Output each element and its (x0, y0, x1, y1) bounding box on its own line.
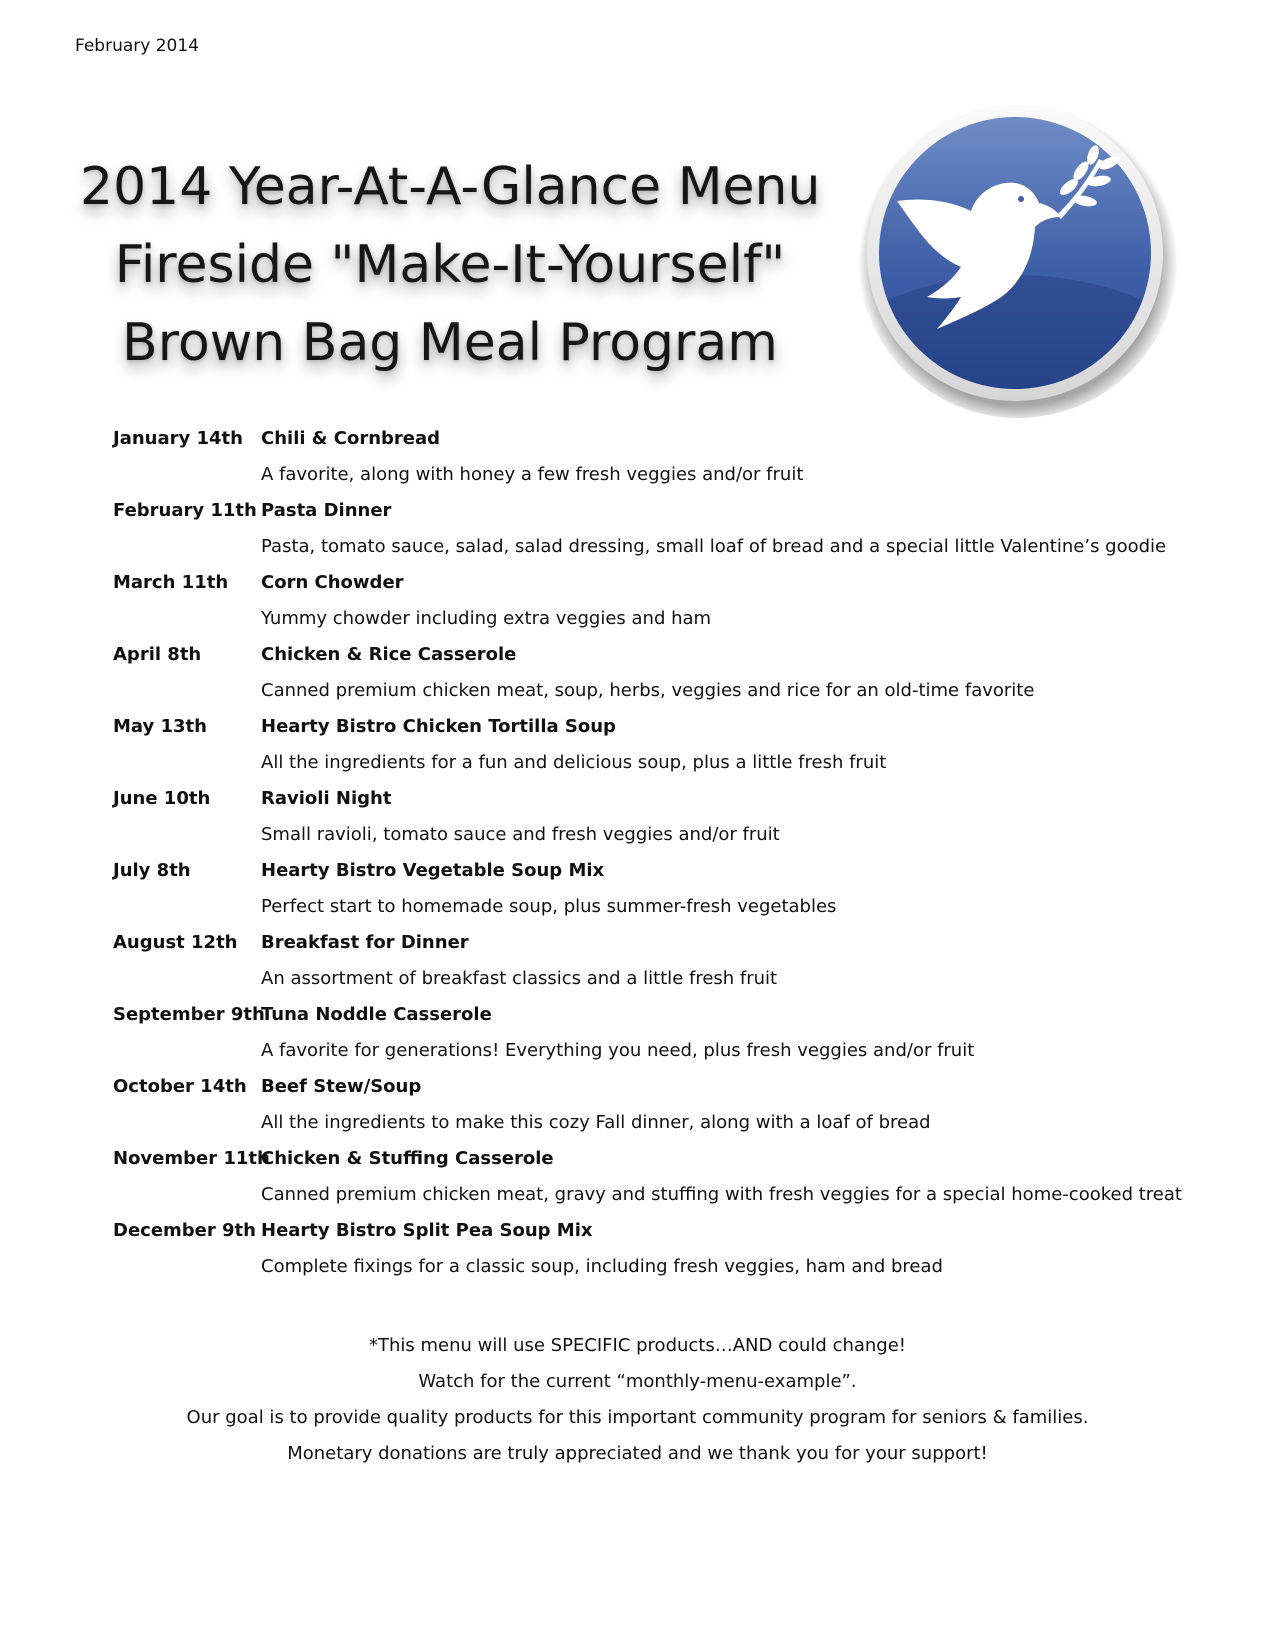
menu-description: A favorite for generations! Everything you need, plus fresh veggies and/or fruit (261, 1040, 975, 1061)
title-line-2: Fireside "Make-It-Yourself" (114, 235, 786, 295)
menu-item (113, 428, 1213, 500)
menu-dish: Corn Chowder (261, 572, 404, 593)
footer-line-2: Watch for the current “monthly-menu-example”. (418, 1371, 857, 1392)
footer-line-3: Our goal is to provide quality products for this important community program for seniors & families. (186, 1407, 1089, 1428)
menu-date: September 9th (113, 1004, 265, 1025)
menu-date: December 9th (113, 1220, 256, 1241)
menu-description: Small ravioli, tomato sauce and fresh veggies and/or fruit (261, 824, 780, 845)
menu-item (113, 500, 1213, 572)
menu-item (113, 1004, 1213, 1076)
menu-dish: Chicken & Stuffing Casserole (261, 1148, 554, 1169)
menu-item (113, 1220, 1213, 1292)
menu-item (113, 572, 1213, 644)
menu-description: A favorite, along with honey a few fresh veggies and/or fruit (261, 464, 804, 485)
menu-date: February 11th (113, 500, 257, 521)
menu-dish: Hearty Bistro Vegetable Soup Mix (261, 860, 605, 881)
menu-date: November 11th (113, 1148, 270, 1169)
menu-dish: Ravioli Night (261, 788, 392, 809)
menu-item (113, 644, 1213, 716)
menu-item (113, 860, 1213, 932)
menu-date: June 10th (113, 788, 211, 809)
menu-date: January 14th (113, 428, 243, 449)
menu-description: An assortment of breakfast classics and a little fresh fruit (261, 968, 778, 989)
menu-item (113, 788, 1213, 860)
menu-dish: Chili & Cornbread (261, 428, 441, 449)
menu-list (113, 428, 1213, 1292)
menu-description: All the ingredients for a fun and delicious soup, plus a little fresh fruit (261, 752, 887, 773)
menu-dish: Hearty Bistro Split Pea Soup Mix (261, 1220, 593, 1241)
menu-dish: Hearty Bistro Chicken Tortilla Soup (261, 716, 616, 737)
menu-date: April 8th (113, 644, 202, 665)
menu-description: Yummy chowder including extra veggies and ham (261, 608, 712, 629)
menu-dish: Beef Stew/Soup (261, 1076, 422, 1097)
menu-item (113, 716, 1213, 788)
menu-date: October 14th (113, 1076, 247, 1097)
menu-date: August 12th (113, 932, 238, 953)
menu-description: Pasta, tomato sauce, salad, salad dressing, small loaf of bread and a special little Valentine’s goodie (261, 536, 1167, 557)
menu-description: Canned premium chicken meat, soup, herbs, veggies and rice for an old-time favorite (261, 680, 1035, 701)
title-line-3: Brown Bag Meal Program (122, 313, 778, 373)
menu-description: All the ingredients to make this cozy Fall dinner, along with a loaf of bread (261, 1112, 931, 1133)
footer-line-4: Monetary donations are truly appreciated and we thank you for your support! (287, 1443, 988, 1464)
title-line-1: 2014 Year-At-A-Glance Menu (80, 157, 821, 217)
document-date: February 2014 (75, 36, 199, 56)
dove-with-olive-branch-icon (855, 95, 1185, 425)
menu-description: Complete fixings for a classic soup, including fresh veggies, ham and bread (261, 1256, 943, 1277)
menu-date: March 11th (113, 572, 229, 593)
document-title (80, 148, 820, 382)
menu-date: July 8th (113, 860, 191, 881)
menu-item (113, 932, 1213, 1004)
footer-line-1: *This menu will use SPECIFIC products…AND could change! (368, 1335, 907, 1356)
menu-dish: Chicken & Rice Casserole (261, 644, 517, 665)
footer-notes (0, 1328, 1275, 1472)
menu-dish: Breakfast for Dinner (261, 932, 469, 953)
menu-item (113, 1148, 1213, 1220)
menu-dish: Tuna Noddle Casserole (261, 1004, 492, 1025)
menu-description: Canned premium chicken meat, gravy and stuffing with fresh veggies for a special home-cooked treat (261, 1184, 1182, 1205)
menu-dish: Pasta Dinner (261, 500, 392, 521)
menu-date: May 13th (113, 716, 207, 737)
menu-description: Perfect start to homemade soup, plus summer-fresh vegetables (261, 896, 837, 917)
menu-item (113, 1076, 1213, 1148)
